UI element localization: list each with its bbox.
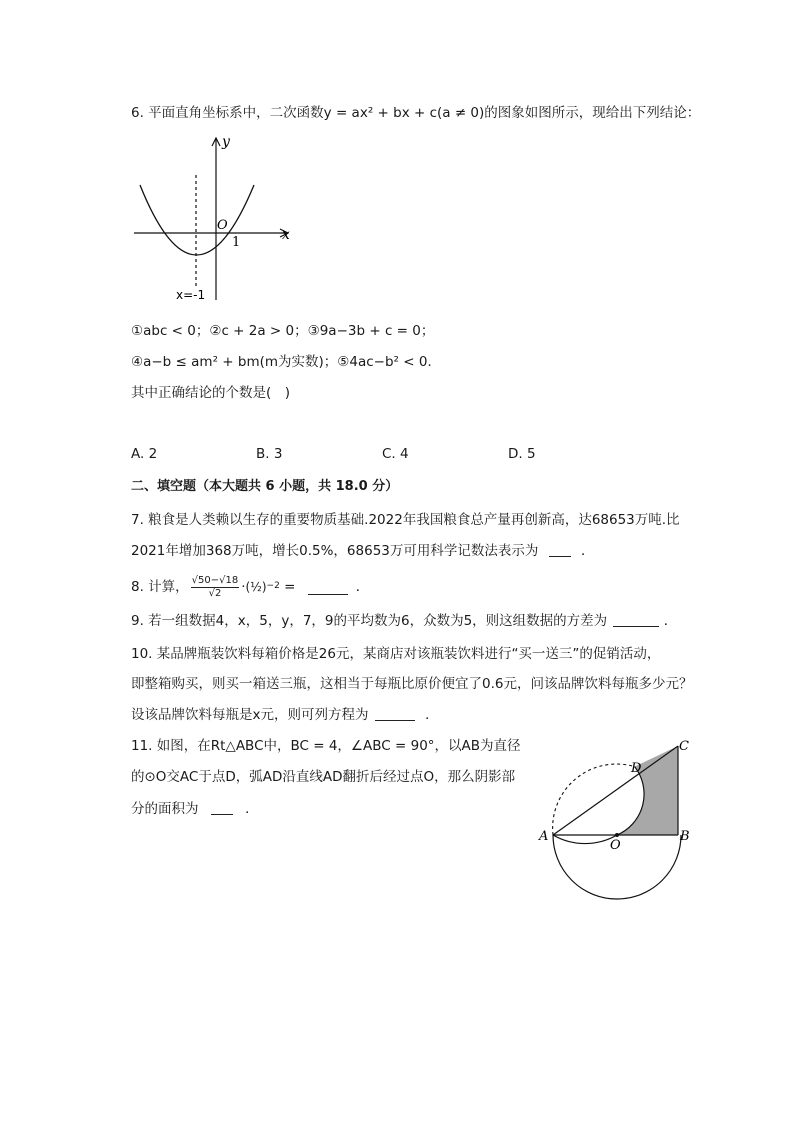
option-b[interactable]: B. 3 xyxy=(256,446,283,462)
q8-paren: (½) xyxy=(245,580,267,594)
q11-line1: 11. 如图，在Rt△ABC中，BC = 4，∠ABC = 90°，以AB为直径 xyxy=(131,738,521,754)
q10-line2: 即整箱购买，则买一箱送三瓶，这相当于每瓶比原价便宜了0.6元，问该品牌饮料每瓶多少元？ xyxy=(131,676,693,692)
q10-end: ． xyxy=(425,707,439,723)
q8-prefix: 8. 计算， xyxy=(131,579,189,595)
x-axis-label: x xyxy=(282,227,290,243)
q6-question: 其中正确结论的个数是( ) xyxy=(131,385,291,401)
q7-answer-blank[interactable] xyxy=(549,542,571,557)
symmetry-axis-label: x=-1 xyxy=(176,288,206,302)
q8-fraction xyxy=(191,575,240,600)
q10-line3 xyxy=(131,705,439,725)
q8-answer-blank[interactable] xyxy=(308,580,348,595)
y-axis-label: y xyxy=(222,134,230,150)
q11-line3 xyxy=(131,799,259,819)
q11-answer-blank[interactable] xyxy=(211,800,233,815)
origin-label: O xyxy=(217,218,228,233)
q7-line2-end: ． xyxy=(580,543,595,559)
q10-line3-text: 设该品牌饮料每瓶是x元，则可列方程为 xyxy=(131,707,369,723)
q8-denominator: √2 xyxy=(208,587,222,599)
section-heading: 二、填空题（本大题共 6 小题，共 18.0 分） xyxy=(131,479,399,494)
point-a-label: A xyxy=(539,829,549,844)
q9-text: 9. 若一组数据4，x，5，y，7，9的平均数为6，众数为5，则这组数据的方差为 xyxy=(131,613,608,629)
q8-line xyxy=(131,572,369,602)
q10-answer-blank[interactable] xyxy=(375,706,415,721)
q11-line2: 的⊙O交AC于点D，弧AD沿直线AD翻折后经过点O，那么阴影部 xyxy=(131,769,516,785)
q6-parabola-figure xyxy=(128,130,308,310)
point-b-label: B xyxy=(680,829,690,844)
point-c-label: C xyxy=(679,739,689,754)
option-c[interactable]: C. 4 xyxy=(382,446,409,462)
q6-conclusions-1: ①abc < 0；②c + 2a > 0；③9a−3b + c = 0； xyxy=(131,323,435,339)
q6-conclusions-2: ④a−b ≤ am² + bm(m为实数)；⑤4ac−b² < 0． xyxy=(131,354,441,370)
q7-line2-text: 2021年增加368万吨，增长0.5%，68653万可用科学记数法表示为 xyxy=(131,543,539,559)
q8-dot: · xyxy=(241,579,246,595)
q6-stem: 6. 平面直角坐标系中，二次函数y = ax² + bx + c(a ≠ 0)的图象如图所示，现给出下列结论： xyxy=(131,105,701,121)
q7-line2 xyxy=(131,541,594,561)
q9-answer-blank[interactable] xyxy=(613,612,659,627)
q11-line3-text: 分的面积为 xyxy=(131,801,199,817)
q10-line1: 10. 某品牌瓶装饮料每箱价格是26元，某商店对该瓶装饮料进行“买一送三”的促销活动， xyxy=(131,646,661,662)
q9-line xyxy=(131,611,677,631)
q8-numerator: √50−√18 xyxy=(191,574,239,586)
q8-end: ． xyxy=(355,579,370,595)
option-a[interactable]: A. 2 xyxy=(131,446,158,462)
q9-end: ． xyxy=(663,613,678,629)
q8-equals: = xyxy=(279,579,300,595)
q7-line1: 7. 粮食是人类赖以生存的重要物质基础.2022年我国粮食总产量再创新高，达68653万吨.比 xyxy=(131,512,680,528)
root-one-label: 1 xyxy=(232,235,241,250)
option-d[interactable]: D. 5 xyxy=(508,446,536,462)
point-o-label: O xyxy=(610,838,621,853)
q11-geometry-figure xyxy=(535,736,705,901)
q11-end: ． xyxy=(245,801,259,817)
q8-exponent: −2 xyxy=(266,581,280,591)
point-d-label: D xyxy=(631,761,642,776)
